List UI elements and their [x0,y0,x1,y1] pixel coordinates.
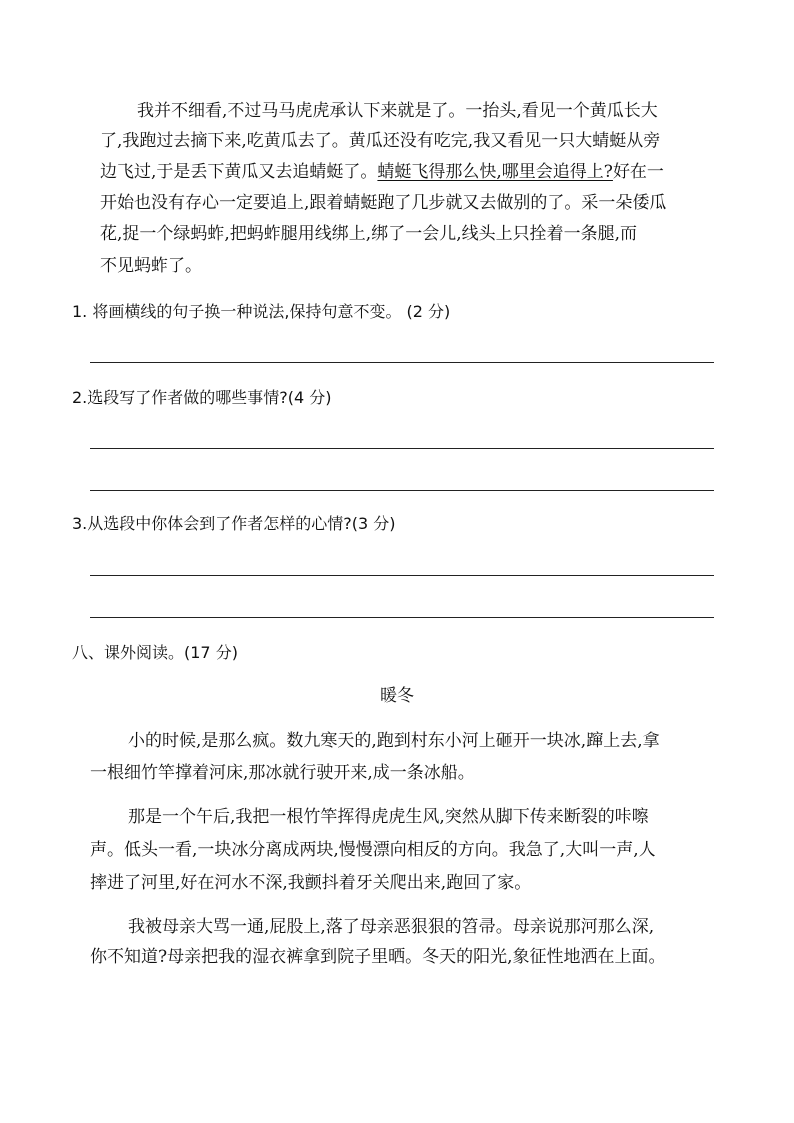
article-title: 暖冬 [380,686,414,706]
answer-line[interactable] [90,617,714,618]
passage-line: 开始也没有存心一定要追上,跟着蜻蜓跑了几步就又去做别的了。采一朵倭瓜 [100,193,667,213]
article-line: 一根细竹竿撑着河床,那冰就行驶开来,成一条冰船。 [90,763,475,783]
article-line: 那是一个午后,我把一根竹竿挥得虎虎生风,突然从脚下传来断裂的咔嚓 [128,807,649,827]
underlined-sentence: 蜻蜓飞得那么快,哪里会追得上? [377,162,613,182]
passage-line: 我并不细看,不过马马虎虎承认下来就是了。一抬头,看见一个黄瓜长大 [137,101,658,121]
article-line: 我被母亲大骂一通,屁股上,落了母亲恶狠狠的笤帚。母亲说那河那么深, [128,917,655,937]
passage-text: 边飞过,于是丢下黄瓜又去追蜻蜓了。 [100,162,378,182]
section-heading: 八、课外阅读。(17 分) [72,643,238,662]
article-line: 小的时候,是那么疯。数九寒天的,跑到村东小河上砸开一块冰,蹿上去,拿 [128,731,660,751]
answer-line[interactable] [90,490,714,491]
passage-line: 了,我跑过去摘下来,吃黄瓜去了。黄瓜还没有吃完,我又看见一只大蜻蜓从旁 [100,131,661,151]
question-1: 1. 将画横线的句子换一种说法,保持句意不变。 (2 分) [72,302,451,321]
article-line: 你不知道?母亲把我的湿衣裤拿到院子里晒。冬天的阳光,象征性地洒在上面。 [90,947,666,967]
article-line: 声。低头一看,一块冰分离成两块,慢慢漂向相反的方向。我急了,大叫一声,人 [90,840,656,860]
article-line: 摔进了河里,好在河水不深,我颤抖着牙关爬出来,跑回了家。 [90,873,532,893]
question-3: 3.从选段中你体会到了作者怎样的心情?(3 分) [72,514,396,533]
passage-line: 花,捉一个绿蚂蚱,把蚂蚱腿用线绑上,绑了一会儿,线头上只拴着一条腿,而 [100,224,638,244]
question-2: 2.选段写了作者做的哪些事情?(4 分) [72,388,332,407]
passage-line: 不见蚂蚱了。 [100,256,202,276]
passage-text: 好在一 [612,162,664,182]
answer-line[interactable] [90,448,714,449]
passage-line [100,160,664,184]
answer-line[interactable] [90,362,714,363]
answer-line[interactable] [90,575,714,576]
